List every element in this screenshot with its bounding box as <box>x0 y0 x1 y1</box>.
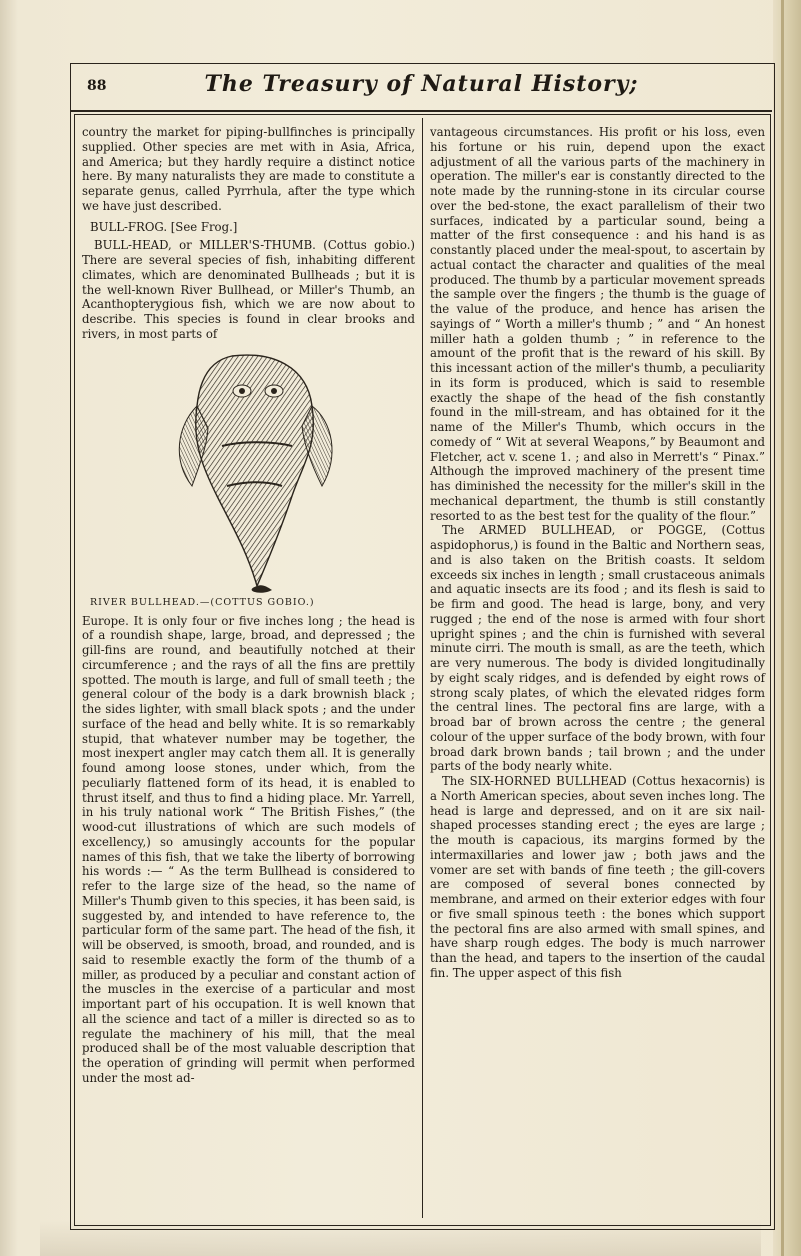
running-title: The Treasury of Natural History; <box>204 71 639 97</box>
figure-caption: RIVER BULLHEAD.—(COTTUS GOBIO.) <box>90 596 315 608</box>
paragraph-miller: vantageous circumstances. His profit or his loss, even his fortune or his ruin, depend upon the exact adjustment of all the various parts of the machinery in operation. The miller's ear is constantly directed to the note made by the running-stone in its circular course over the bed-stone, the exact parallelism of their two surfaces, indicated by a particular sound, being a matter of the first consequence : and his hand is as constantly placed under the meal-spout, to ascertain by actual contact the character and qualities of the meal produced. The thumb by a particular movement spreads the sample over the fingers ; the thumb is the guage of the value of the produce, and hence has arisen the sayings of “ Worth a miller's thumb ; ” and “ An honest miller hath a golden thumb ; ” in reference to the amount of the profit that is the reward of his skill. By this incessant action of the miller's thumb, a peculiarity in its form is produced, which is said to resemble exactly the shape of the head of the fish constantly found in the mill-stream, and has obtained for it the name of the Miller's Thumb, which occurs in the comedy of “ Wit at several Weapons,” by Beaumont and Fletcher, act v. scene 1. ; and also in Merrett's “ Pinax.” Although the improved machinery of the present time has diminished the necessity for the miller's skill in the mechanical department, the thumb is still constantly resorted to as the best test for the quality of the flour.” <box>430 125 765 523</box>
page-number: 88 <box>87 78 107 94</box>
left-column <box>82 125 415 1086</box>
paragraph-description: Europe. It is only four or five inches long ; the head is of a roundish shape, large, broad, and depressed ; the gill-fins are round, and beautifully notched at their circumference ; and the rays of all the fins are prettily spotted. The mouth is large, and full of small teeth ; the general colour of the body is a dark brownish black ; the sides lighter, with small black spots ; and the under surface of the head and belly white. It is so remarkably stupid, that whatever number may be together, the most inexpert angler may catch them all. It is generally found among loose stones, under which, from the peculiarly flattened form of its head, it is enabled to thrust itself, and thus to find a hiding place. Mr. Yarrell, in his truly national work “ The British Fishes,” (the wood-cut illustrations of which are such models of excellency,) so amusingly accounts for the popular names of this fish, that we take the liberty of borrowing his words :— “ As the term Bullhead is considered to refer to the large size of the head, so the name of Miller's Thumb given to this species, it has been said, is suggested by, and intended to have reference to, the particular form of the same part. The head of the fish, it will be observed, is smooth, broad, and rounded, and is said to resemble exactly the form of the thumb of a miller, as produced by a peculiar and constant action of the muscles in the exercise of a particular and most important part of his occupation. It is well known that all the science and tact of a miller is directed so as to regulate the machinery of his mill, that the meal produced shall be of the most valuable description that the operation of grinding will permit when performed under the most ad- <box>82 613 415 1085</box>
entry-six-horned-bullhead: The SIX-HORNED BULLHEAD (Cottus hexacornis) is a North American species, about seven inches long. The head is large and depressed, and on it are six nail-shaped processes standing erect ; the eyes are large ; the mouth is capacious, its margins formed by the intermaxillaries and lower jaw ; both jaws and the vomer are set with bands of fine teeth ; the gill-covers are composed of several bones connected by membrane, and armed on their exterior edges with four or five small spinous teeth : the bones which support the pectoral fins are also armed with small spines, and have sharp rough edges. The body is much narrower than the head, and tapers to the insertion of the caudal fin. The upper aspect of this fish <box>430 774 765 980</box>
right-column <box>430 125 765 981</box>
page-header <box>71 65 772 110</box>
entry-bull-frog: BULL-FROG. [See Frog.] <box>90 219 238 234</box>
page-edge <box>773 0 801 1256</box>
entry-bull-head: BULL-HEAD, or MILLER'S-THUMB. (Cottus gobio.) There are several species of fish, inhabiting different climates, which are denominated Bullheads ; but it is the well-known River Bullhead, or Miller's Thumb, an Acanthopterygious fish, which we are now about to describe. This species is found in clear brooks and rivers, in most parts of <box>82 238 415 341</box>
header-rule <box>71 110 772 112</box>
entry-armed-bullhead: The ARMED BULLHEAD, or POGGE, (Cottus aspidophorus,) is found in the Baltic and Northern seas, and is also taken on the British coasts. It seldom exceeds six inches in length ; small crustaceous animals and aquatic insects are its food ; and its flesh is said to be firm and good. The head is large, bony, and very rugged ; the end of the nose is armed with four short upright spines ; and the chin is furnished with several minute cirri. The mouth is small, as are the teeth, which are very numerous. The body is divided longitudinally by eight scaly ridges, and is defended by eight rows of strong scaly plates, of which the elevated ridges form the central lines. The pectoral fins are large, with a broad bar of brown across the centre ; the general colour of the upper surface of the body brown, with four broad dark brown bands ; tail brown ; and the under parts of the body nearly white. <box>430 523 765 774</box>
figure-river-bullhead <box>82 346 415 614</box>
bullhead-fish-illustration <box>162 346 342 596</box>
binding-strip <box>781 0 784 1256</box>
column-divider <box>422 118 423 1218</box>
paragraph-pyrrhula: country the market for piping-bullfinches is principally supplied. Other species are met with in Asia, Africa, and America; but they hardly require a distinct notice here. By many naturalists they are made to constitute a separate genus, called Pyrrhula, after the type which we have just described. <box>82 125 415 213</box>
